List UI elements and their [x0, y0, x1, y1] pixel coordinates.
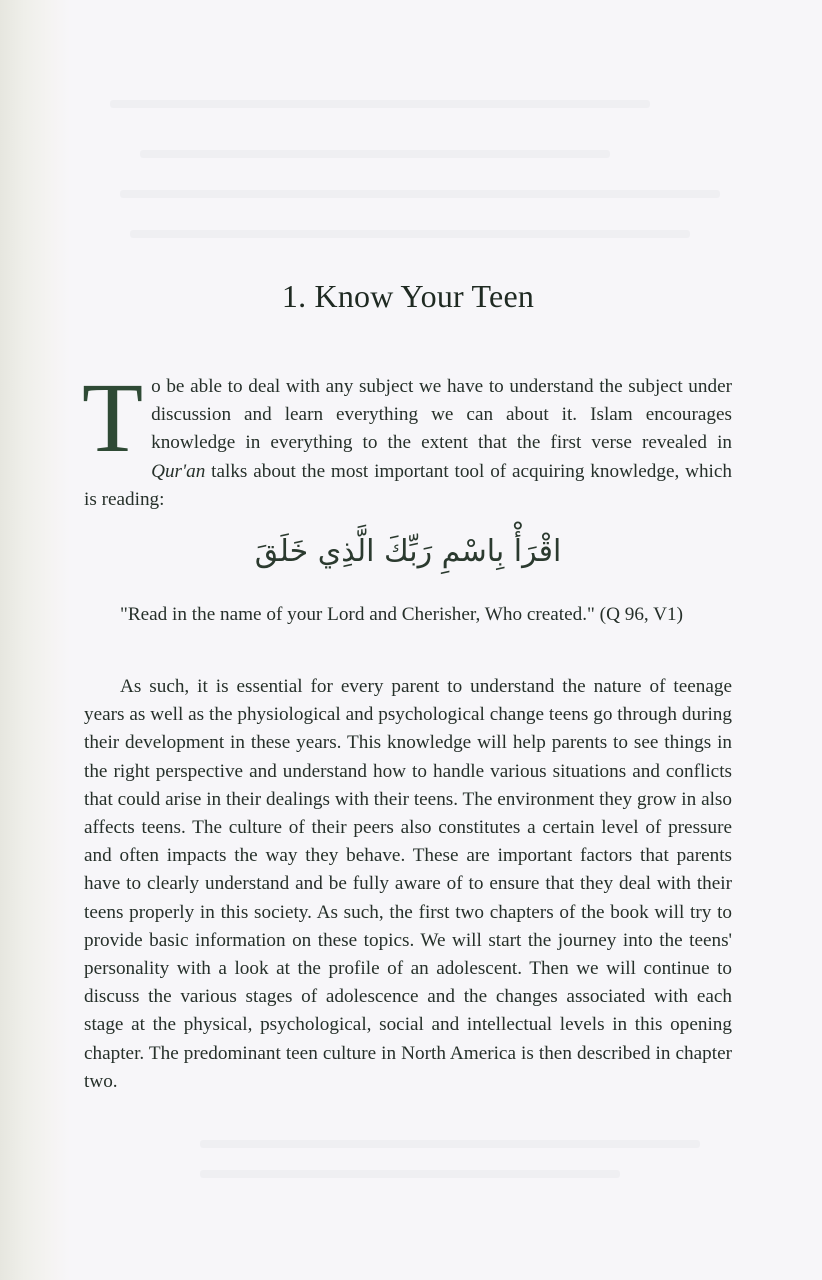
show-through-mark [200, 1140, 700, 1148]
intro-text-end: talks about the most important tool of acquiring knowledge, which is reading: [84, 460, 732, 510]
arabic-verse: اقْرَأْ بِاسْمِ رَبِّكَ الَّذِي خَلَقَ [254, 534, 562, 569]
show-through-mark [140, 150, 610, 158]
verse-translation [120, 601, 690, 629]
intro-text [82, 362, 732, 514]
main-paragraph [84, 673, 732, 1096]
show-through-mark [110, 100, 650, 108]
show-through-mark [200, 1170, 620, 1178]
book-spine-shadow [0, 0, 70, 1280]
intro-paragraph [82, 362, 732, 514]
main-paragraph-text: As such, it is essential for every parent to understand the nature of teenage years as well as the physiological and psychological change teens go through during their development in these years. This knowledge will help parents to see things in the right perspective and understand how to handle various situations and conflicts that could arise in their dealings with their teens. The environment they grow in also affects teens. The culture of their peers also constitutes a certain level of pressure and often impacts the way they behave. These are important factors that parents have to clearly understand and be fully aware of to ensure that they deal with their teens properly in this society. As such, the first two chapters of the book will try to provide basic information on these topics. We will start the journey into the teens' personality with a look at the profile of an adolescent. Then we will continue to discuss the various stages of adolescence and the changes associated with each stage at the physical, psychological, social and intellectual levels in this opening chapter. The predominant teen culture in North America is then described in chapter two. [84, 676, 732, 1092]
quran-italic: Qur'an [151, 460, 206, 482]
intro-text-start: o be able to deal with any subject we have to understand the subject under discussion and learn everything we can about it. Islam encourages knowledge in everything to the extent that the first verse revealed in [151, 376, 732, 454]
chapter-title: 1. Know Your Teen [281, 278, 535, 314]
drop-cap: T [82, 362, 144, 473]
show-through-mark [130, 230, 690, 238]
show-through-mark [120, 190, 720, 198]
translation-text: "Read in the name of your Lord and Cherisher, Who created." (Q 96, V1) [120, 604, 683, 625]
